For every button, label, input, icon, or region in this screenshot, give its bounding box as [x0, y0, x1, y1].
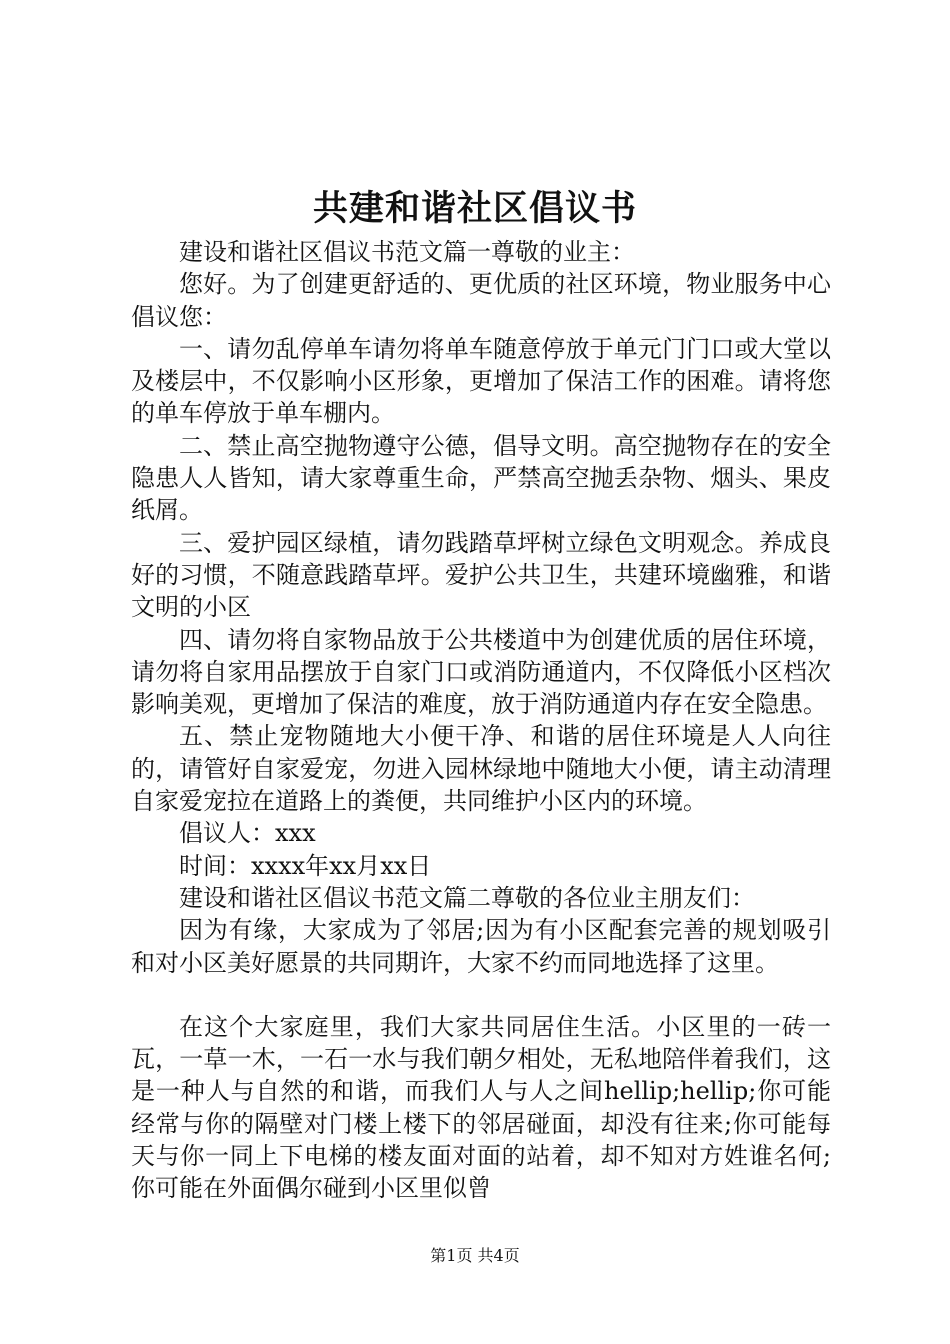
- paragraph-5: 三、爱护园区绿植，请勿践踏草坪树立绿色文明观念。养成良好的习惯，不随意践踏草坪。爱护公共卫生，共建环境幽雅，和谐文明的小区: [131, 528, 831, 622]
- paragraph-10: 建设和谐社区倡议书范文篇二尊敬的各位业主朋友们：: [179, 883, 755, 912]
- proposer-line: 倡议人：xxx: [179, 819, 316, 848]
- paragraph-3: 一、请勿乱停单车请勿将单车随意停放于单元门门口或大堂以及楼层中，不仅影响小区形象，更增加了保洁工作的困难。请将您的单车停放于单车棚内。: [131, 334, 831, 428]
- paragraph-11: 因为有缘，大家成为了邻居;因为有小区配套完善的规划吸引和对小区美好愿景的共同期许，大家不约而同地选择了这里。: [131, 916, 831, 977]
- page-footer: 第1页 共4页: [430, 1246, 520, 1265]
- document-body: [131, 236, 831, 1205]
- paragraph-4: 二、禁止高空抛物遵守公德，倡导文明。高空抛物存在的安全隐患人人皆知，请大家尊重生命，严禁高空抛丢杂物、烟头、果皮纸屑。: [131, 431, 831, 525]
- paragraph-gap: [131, 979, 831, 1011]
- paragraph-2: 您好。为了创建更舒适的、更优质的社区环境，物业服务中心倡议您：: [131, 270, 831, 331]
- paragraph-7: 五、禁止宠物随地大小便干净、和谐的居住环境是人人向往的，请管好自家爱宠，勿进入园林绿地中随地大小便，请主动清理自家爱宠拉在道路上的粪便，共同维护小区内的环境。: [131, 722, 831, 816]
- document-title: 共建和谐社区倡议书: [312, 188, 637, 229]
- paragraph-1: 建设和谐社区倡议书范文篇一尊敬的业主：: [179, 238, 635, 266]
- paragraph-6: 四、请勿将自家物品放于公共楼道中为创建优质的居住环境，请勿将自家用品摆放于自家门口或消防通道内，不仅降低小区档次影响美观，更增加了保洁的难度，放于消防通道内存在安全隐患。: [131, 625, 831, 719]
- date-line: 时间：xxxx年xx月xx日: [179, 851, 432, 880]
- paragraph-12: 在这个大家庭里，我们大家共同居住生活。小区里的一砖一瓦，一草一木，一石一水与我们朝夕相处，无私地陪伴着我们，这是一种人与自然的和谐，而我们人与人之间hellip;hellip;你可能经常与你的隔壁对门楼上楼下的邻居碰面，却没有往来;你可能每天与你一同上下电梯的楼友面对面的站着，却不知对方姓谁名何;你可能在外面偶尔碰到小区里似曾: [131, 1012, 831, 1203]
